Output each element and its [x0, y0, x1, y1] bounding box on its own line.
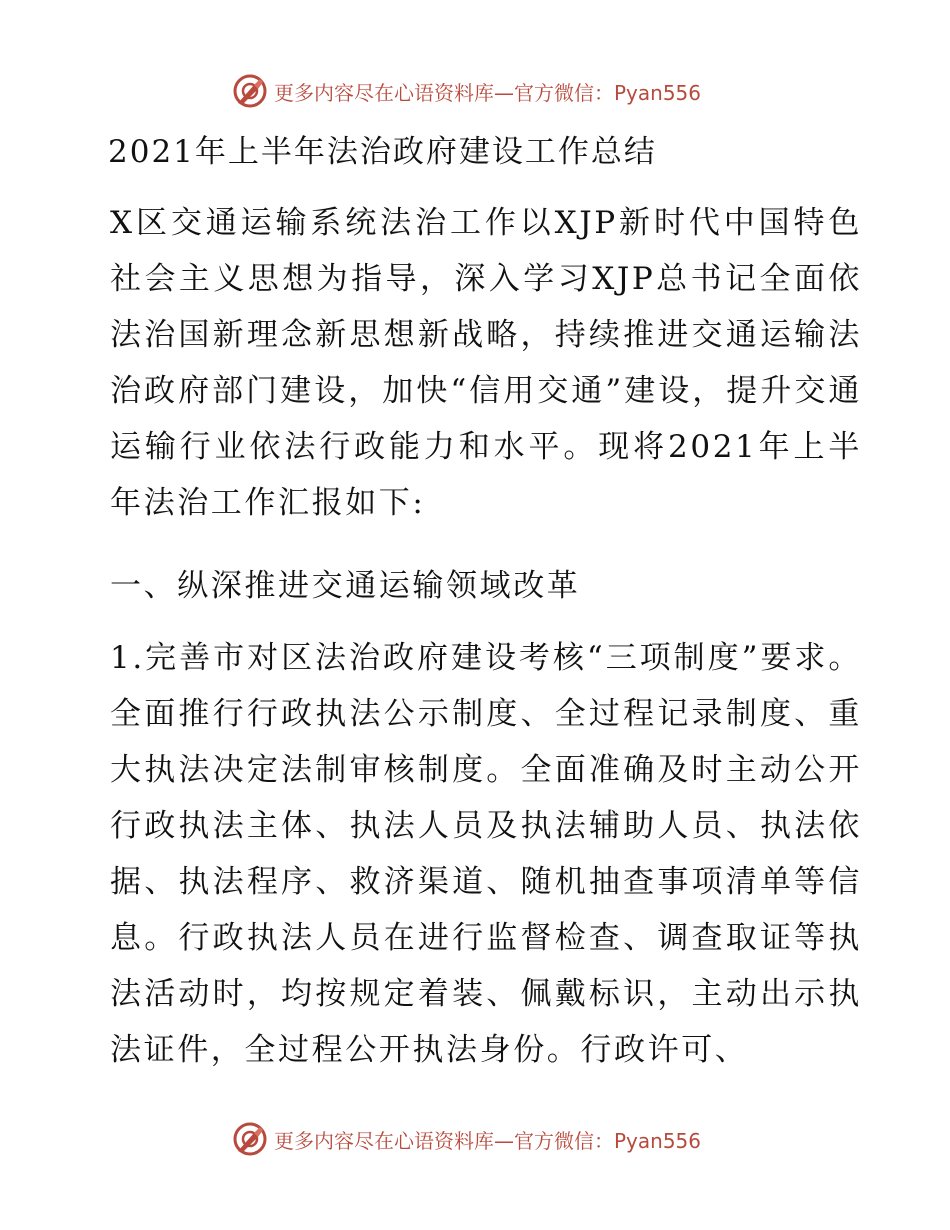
- header-watermark: [232, 72, 701, 110]
- watermark-text: 更多内容尽在心语资料库—官方微信：Pyan556: [274, 1128, 702, 1153]
- item-1-paragraph: 1.完善市对区法治政府建设考核“三项制度”要求。全面推行行政执法公示制度、全过程记录制度、重大执法决定法制审核制度。全面准确及时主动公开行政执法主体、执法人员及执法辅助人员、执法依据、执法程序、救济渠道、随机抽查事项清单等信息。行政执法人员在进行监督检查、调查取证等执法活动时，均按规定着装、佩戴标识，主动出示执法证件，全过程公开执法身份。行政许可、: [110, 640, 862, 1068]
- watermark-text: 更多内容尽在心语资料库—官方微信：Pyan556: [274, 80, 702, 105]
- intro-paragraph: X区交通运输系统法治工作以XJP新时代中国特色社会主义思想为指导，深入学习XJP总书记全面依法治国新理念新思想新战略，持续推进交通运输法治政府部门建设，加快“信用交通”建设，提升交通运输行业依法行政能力和水平。现将2021年上半年法治工作汇报如下:: [110, 205, 862, 521]
- footer-watermark: [232, 1120, 701, 1158]
- document-title: 2021年上半年法治政府建设工作总结: [108, 134, 657, 170]
- pen-logo-icon: [232, 1121, 268, 1157]
- section-heading: 一、纵深推进交通运输领域改革: [110, 568, 581, 604]
- pen-logo-icon: [232, 73, 268, 109]
